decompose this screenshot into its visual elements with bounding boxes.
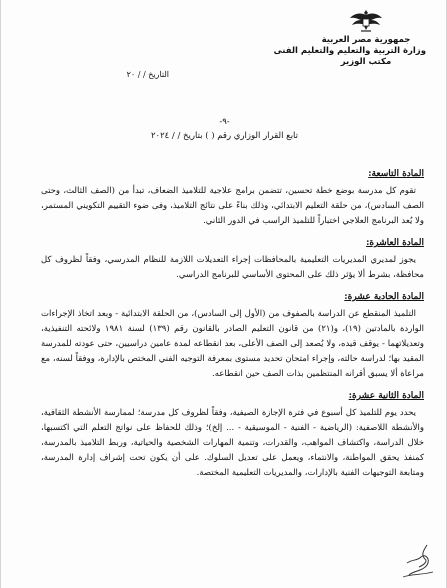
article-heading: المادة الثانية عشرة: bbox=[348, 391, 424, 401]
handwritten-signature-icon bbox=[397, 541, 439, 581]
document-body bbox=[41, 168, 424, 489]
country-name: جمهورية مصر العربية bbox=[321, 35, 411, 45]
decree-subtitle: تابع القرار الوزاري رقم ( ) بتاريخ / / ٢٠٢٤ bbox=[150, 131, 299, 141]
date-field: التاريخ / / ٢٠ bbox=[126, 70, 169, 79]
article-text: تقوم كل مدرسة بوضع خطة تحسين، تتضمن برامج علاجية للتلاميذ الضعاف، تبدأ من (الصف الثالث، وحتى الصف السادس)، من حلقة التعليم الابتدائي، وذلك بناءً على نتائج التلاميذ، وفى ضوء التقييم التكويني المستمر، ولا يُعد البرنامج العلاجي اختباراً للتلميذ الراسب في الدور الثاني. bbox=[41, 186, 424, 226]
eagle-emblem-icon bbox=[349, 8, 383, 34]
office-name: مكتب الوزير bbox=[340, 57, 392, 67]
article-text: يحدد يوم للتلميذ كل أسبوع في فترة الإجازة الصيفية، وفقاً لظروف كل مدرسة؛ لممارسة الأنشطة الثقافية، والأنشطة اللاصفية: (الرياضية - الفنية - الموسيقية - ... إلخ)؛ وذلك للحفاظ على نواتج التعلم التي اكتسبها، خلال الدراسة، واكتشاف المواهب، والقدرات، وتنمية المهارات الشخصية والحياتية، وربط التلاميذ بالمدرسة، كمنفذ يحقق المواطنة، والانتماء، ويعمل على تعديل السلوك. على أن يكون تحت إشراف إدارة المدرسة، ومتابعة التوجيهات الفنية بالإدارات، والمديريات التعليمية المختصة. bbox=[41, 408, 424, 478]
article-10 bbox=[41, 237, 424, 283]
article-11 bbox=[41, 291, 424, 382]
article-heading: المادة التاسعة: bbox=[368, 169, 424, 179]
article-12 bbox=[41, 390, 424, 481]
ministry-name: وزارة التربية والتعليم والتعليم الفنى bbox=[273, 46, 426, 56]
article-heading: المادة العاشرة: bbox=[366, 238, 424, 248]
article-text: يجوز لمديري المديريات التعليمية بالمحافظات إجراء التعديلات اللازمة للنظام المدرسي، وفقاً لظروف كل محافظة، بشرط ألا يؤثر ذلك على المحتوى الأساسي للبرنامج الدراسي. bbox=[41, 255, 424, 280]
article-9 bbox=[41, 168, 424, 229]
page-number: -٩- bbox=[219, 117, 230, 127]
ministry-header bbox=[273, 8, 426, 68]
article-text: التلميذ المنقطع عن الدراسة بالصفوف من (الأول إلى السادس)، من الحلقة الابتدائية - وبعد اتخاذ الإجراءات الواردة بالمادتين (١٩)، و(٢١) من قانون التعليم الصادر بالقانون رقم (١٣٩) لسنة ١٩٨١ ولائحته التنفيذية، وتعديلاتهما - يوقف قيده، ولا يُصعد إلى الصف الأعلى، بعد انقطاعه لمدة عامين دراسيين، حتى عودته للمدرسة المقيد بها؛ لدراسة حالته، وإجراء امتحان تحديد مستوى بمعرفة التوجيه الفني المختص بالإدارة، ووفقاً لسنه، مع مراعاة ألا يسبق أقرانه المنتظمين بذات الصف حين انقطاعه. bbox=[41, 309, 425, 379]
article-heading: المادة الحادية عشرة: bbox=[344, 292, 424, 302]
